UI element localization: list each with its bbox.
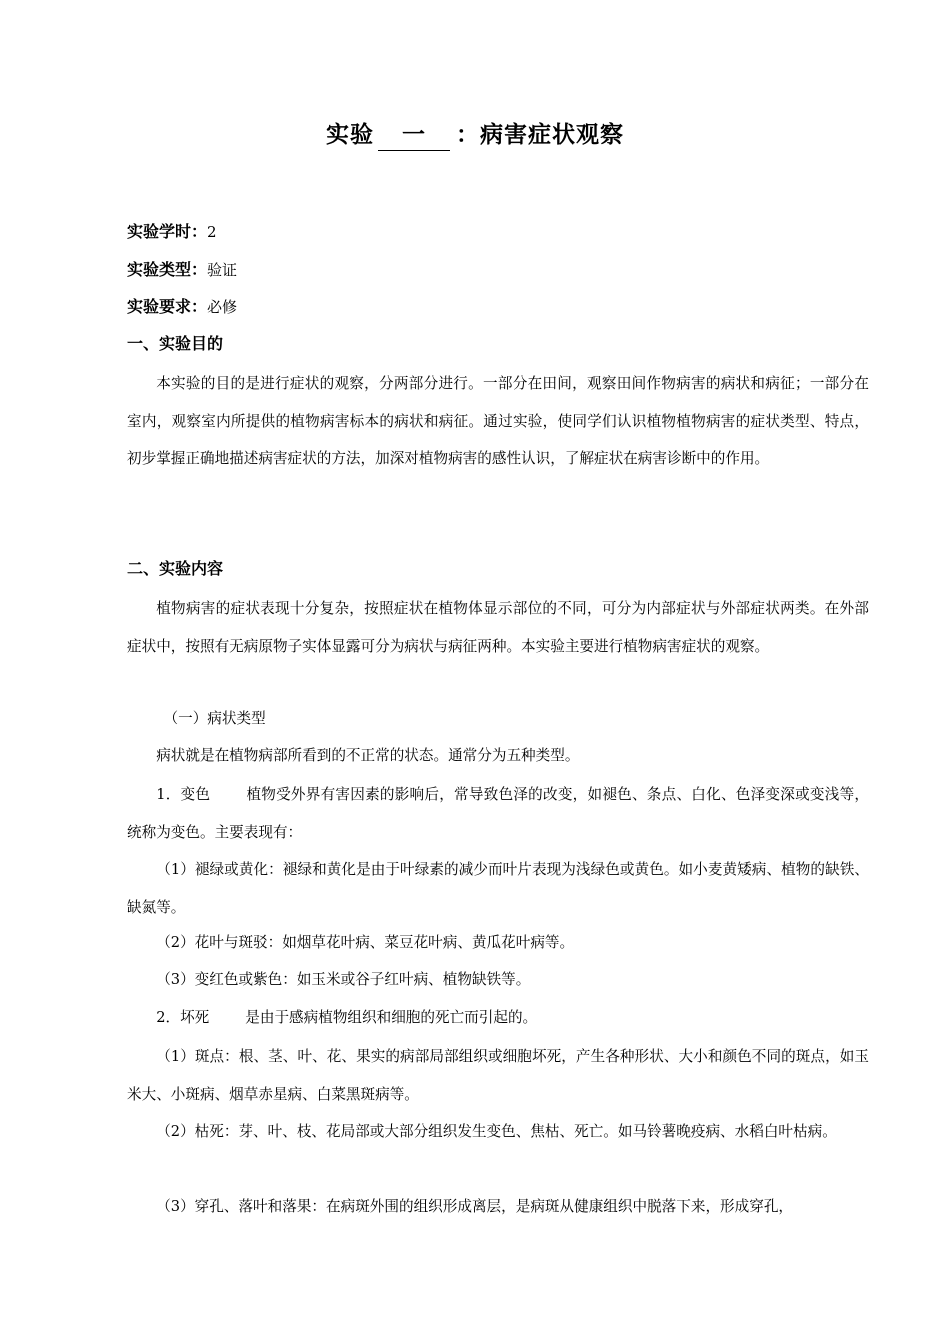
item-discoloration-text: 植物受外界有害因素的影响后，常导致色泽的改变，如褪色、条点、白化、色泽变深或变浅等，统称为变色。主要表现有：	[127, 786, 869, 841]
meta-requirement-value: 必修	[207, 298, 238, 316]
title-prefix: 实验	[326, 122, 374, 148]
page-title	[0, 118, 950, 152]
item-discoloration-title: 1．变色	[156, 786, 211, 803]
item-necrosis-text: 是由于感病植物组织和细胞的死亡而引起的。	[245, 1009, 538, 1026]
item-discoloration	[127, 776, 869, 851]
item-mosaic: （2）花叶与斑驳：如烟草花叶病、菜豆花叶病、黄瓜花叶病等。	[156, 934, 575, 951]
meta-requirement	[127, 295, 237, 319]
symptom-types-intro: 病状就是在植物病部所看到的不正常的状态。通常分为五种类型。	[156, 747, 580, 764]
section-heading-purpose: 一、实验目的	[127, 334, 224, 353]
item-necrosis-title: 2．坏死	[156, 1009, 210, 1026]
item-blight: （2）枯死：芽、叶、枝、花局部或大部分组织发生变色、焦枯、死亡。如马铃薯晚疫病、水稻白叶枯病。	[156, 1123, 837, 1140]
item-spots: （1）斑点：根、茎、叶、花、果实的病部局部组织或细胞坏死，产生各种形状、大小和颜色不同的斑点，如玉米大、小斑病、烟草赤星病、白菜黑斑病等。	[127, 1048, 869, 1103]
experiment-number: 一	[378, 120, 450, 151]
item-reddening: （3）变红色或紫色：如玉米或谷子红叶病、植物缺铁等。	[156, 971, 531, 988]
item-necrosis	[127, 1006, 898, 1030]
meta-type	[127, 258, 237, 282]
item-chlorosis: （1）褪绿或黄化：褪绿和黄化是由于叶绿素的减少而叶片表现为浅绿色或黄色。如小麦黄矮病、植物的缺铁、缺氮等。	[127, 861, 869, 916]
meta-type-value: 验证	[207, 261, 238, 279]
content-intro-paragraph: 植物病害的症状表现十分复杂，按照症状在植物体显示部位的不同，可分为内部症状与外部症状两类。在外部症状中，按照有无病原物子实体显露可分为病状与病征两种。本实验主要进行植物病害症状的观察。	[127, 600, 869, 655]
subsection-heading-symptom-types: （一）病状类型	[163, 710, 266, 727]
item-shot-hole: （3）穿孔、落叶和落果：在病斑外围的组织形成离层，是病斑从健康组织中脱落下来，形成穿孔，	[156, 1198, 794, 1215]
section-heading-content: 二、实验内容	[127, 559, 224, 578]
title-suffix: ：病害症状观察	[456, 122, 624, 148]
meta-hours	[127, 220, 217, 244]
meta-hours-label: 实验学时：	[127, 222, 208, 241]
meta-hours-value: 2	[207, 223, 217, 241]
meta-type-label: 实验类型：	[127, 260, 208, 279]
purpose-paragraph: 本实验的目的是进行症状的观察，分两部分进行。一部分在田间，观察田间作物病害的病状和病征；一部分在室内，观察室内所提供的植物病害标本的病状和病征。通过实验，使同学们认识植物植物病害的症状类型、特点，初步掌握正确地描述病害症状的方法，加深对植物病害的感性认识，了解症状在病害诊断中的作用。	[127, 375, 869, 467]
meta-requirement-label: 实验要求：	[127, 297, 208, 316]
